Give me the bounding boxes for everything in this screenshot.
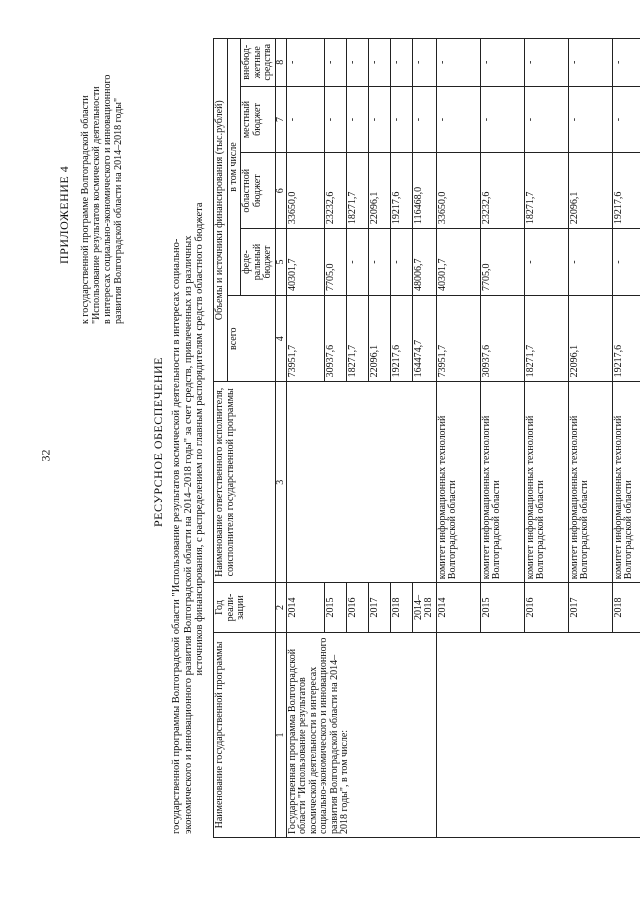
regional-cell: 33650,0	[286, 153, 324, 229]
total-cell: 19217,6	[390, 296, 412, 382]
executor-cell: комитет информационных технологий Волгоградской области	[612, 382, 640, 583]
year-cell: 2014	[436, 583, 480, 633]
column-number: 4	[275, 296, 286, 382]
regional-cell: 23232,6	[480, 153, 524, 229]
document-subtitle	[171, 44, 206, 834]
extra-cell: -	[436, 39, 480, 87]
total-cell: 73951,7	[436, 296, 480, 382]
federal-cell: -	[568, 229, 612, 296]
federal-cell: -	[612, 229, 640, 296]
local-cell: -	[324, 86, 346, 153]
extra-cell: -	[368, 39, 390, 87]
header-total: всего	[227, 296, 275, 382]
extra-cell: -	[412, 39, 436, 87]
extra-cell: -	[286, 39, 324, 87]
local-cell: -	[568, 86, 612, 153]
regional-cell: 22096,1	[568, 153, 612, 229]
subtitle-line: экономического и инновационного развития Волгоградской области на 2014–2018 годы" за счет средств, привлеченных из различных	[182, 235, 194, 834]
column-number: 7	[275, 86, 286, 153]
executor-cell	[286, 382, 324, 583]
extra-cell: -	[480, 39, 524, 87]
regional-cell: 116468,0	[412, 153, 436, 229]
local-cell: -	[390, 86, 412, 153]
federal-cell: -	[390, 229, 412, 296]
header-including: в том числе	[227, 39, 241, 296]
header-local: местный бюджет	[241, 86, 276, 153]
local-cell: -	[412, 86, 436, 153]
rotated-page	[55, 12, 640, 872]
appendix-line: "Использование результатов космической деятельности	[91, 86, 102, 324]
subtitle-line: источников финансирования, с распределением по главным распорядителям средств областного бюджета	[194, 202, 205, 676]
federal-cell: 40301,7	[286, 229, 324, 296]
extra-cell: -	[390, 39, 412, 87]
year-cell: 2014	[286, 583, 324, 633]
column-number: 1	[275, 632, 286, 837]
column-number: 6	[275, 153, 286, 229]
header-funding: Объемы и источники финансирования (тыс.рублей)	[214, 39, 228, 382]
federal-cell: 7705,0	[480, 229, 524, 296]
total-cell: 18271,7	[524, 296, 568, 382]
local-cell: -	[368, 86, 390, 153]
column-number: 8	[275, 39, 286, 87]
appendix-line: к государственной программе Волгоградской области	[80, 95, 91, 324]
appendix-title: ПРИЛОЖЕНИЕ 4	[57, 165, 71, 264]
federal-cell: -	[368, 229, 390, 296]
column-number: 2	[275, 583, 286, 633]
regional-cell: 22096,1	[368, 153, 390, 229]
document-title: РЕСУРСНОЕ ОБЕСПЕЧЕНИЕ	[151, 357, 165, 528]
executor-cell	[412, 382, 436, 583]
executor-cell: комитет информационных технологий Волгоградской области	[436, 382, 480, 583]
regional-cell: 19217,6	[390, 153, 412, 229]
local-cell: -	[286, 86, 324, 153]
program-label-empty	[436, 632, 640, 837]
executor-cell	[324, 382, 346, 583]
extra-cell: -	[568, 39, 612, 87]
federal-cell: 48006,7	[412, 229, 436, 296]
column-number: 3	[275, 382, 286, 583]
executor-cell	[368, 382, 390, 583]
executor-cell: комитет информационных технологий Волгоградской области	[524, 382, 568, 583]
page-number: 32	[38, 449, 53, 462]
federal-cell: -	[346, 229, 368, 296]
year-cell: 2018	[390, 583, 412, 633]
executor-cell	[346, 382, 368, 583]
regional-cell: 18271,7	[346, 153, 368, 229]
year-cell: 2018	[612, 583, 640, 633]
subtitle-line: государственной программы Волгоградской области "Использование результатов космической деятельности в интересах социально-	[171, 238, 182, 834]
federal-cell: 7705,0	[324, 229, 346, 296]
total-cell: 18271,7	[346, 296, 368, 382]
program-label: Государственная программа Волгоградской области "Использование результатов космической деятельности в интересах социально-экономического и инновационного развития Волгоградской области на 2014–2018 годы", в том числе:	[286, 632, 436, 837]
header-year: Год реали-зации	[214, 583, 276, 633]
appendix-line: в интересах социально-экономического и инновационного	[102, 74, 113, 324]
resource-table	[213, 38, 640, 838]
header-executor: Наименование ответственного исполнителя, соисполнителя государственной программы	[214, 382, 276, 583]
regional-cell: 19217,6	[612, 153, 640, 229]
local-cell: -	[480, 86, 524, 153]
extra-cell: -	[346, 39, 368, 87]
year-cell: 2014–2018	[412, 583, 436, 633]
local-cell: -	[346, 86, 368, 153]
executor-cell	[390, 382, 412, 583]
total-cell: 22096,1	[568, 296, 612, 382]
federal-cell: 40301,7	[436, 229, 480, 296]
header-federal: феде-ральный бюджет	[241, 229, 276, 296]
year-cell: 2016	[524, 583, 568, 633]
header-extra: внебюд-жетные средства	[241, 39, 276, 87]
header-regional: областной бюджет	[241, 153, 276, 229]
year-cell: 2017	[568, 583, 612, 633]
extra-cell: -	[524, 39, 568, 87]
regional-cell: 18271,7	[524, 153, 568, 229]
regional-cell: 33650,0	[436, 153, 480, 229]
year-cell: 2015	[324, 583, 346, 633]
year-cell: 2017	[368, 583, 390, 633]
appendix-header	[59, 24, 124, 324]
total-cell: 30937,6	[324, 296, 346, 382]
regional-cell: 23232,6	[324, 153, 346, 229]
total-cell: 22096,1	[368, 296, 390, 382]
total-cell: 30937,6	[480, 296, 524, 382]
extra-cell: -	[324, 39, 346, 87]
executor-cell: комитет информационных технологий Волгоградской области	[480, 382, 524, 583]
total-cell: 164474,7	[412, 296, 436, 382]
federal-cell: -	[524, 229, 568, 296]
executor-cell: комитет информационных технологий Волгоградской области	[568, 382, 612, 583]
appendix-line: развития Волгоградской области на 2014–2018 годы"	[113, 97, 124, 324]
year-cell: 2016	[346, 583, 368, 633]
total-cell: 73951,7	[286, 296, 324, 382]
local-cell: -	[524, 86, 568, 153]
year-cell: 2015	[480, 583, 524, 633]
total-cell: 19217,6	[612, 296, 640, 382]
extra-cell: -	[612, 39, 640, 87]
local-cell: -	[612, 86, 640, 153]
column-number: 5	[275, 229, 286, 296]
header-program-name: Наименование государственной программы	[214, 632, 276, 837]
local-cell: -	[436, 86, 480, 153]
